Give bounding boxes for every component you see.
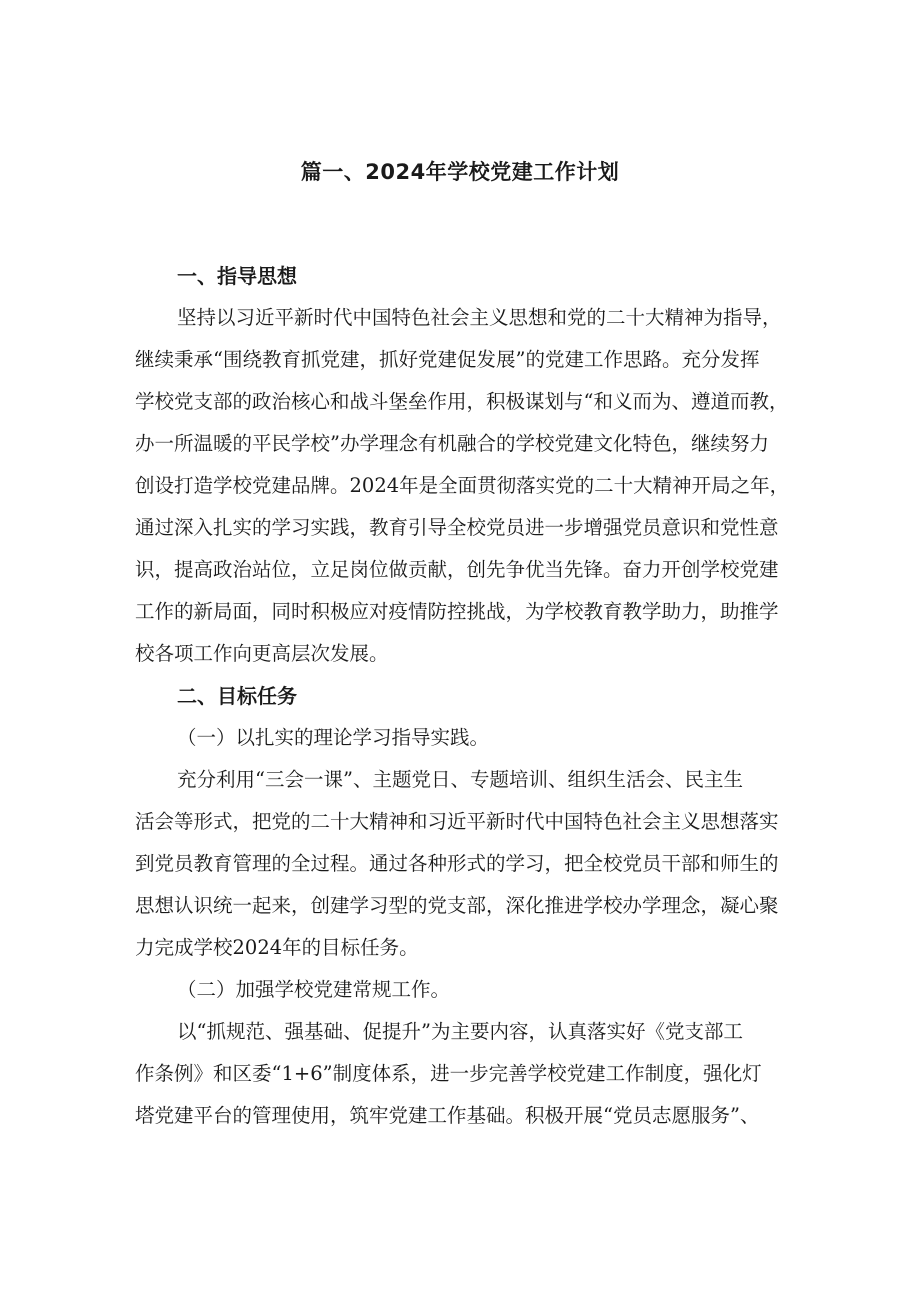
paragraph-line: 到党员教育管理的全过程。通过各种形式的学习，把全校党员干部和师生的 — [135, 852, 779, 875]
paragraph-line: 继续秉承“围绕教育抓党建，抓好党建促发展”的党建工作思路。充分发挥 — [135, 348, 760, 371]
paragraph-line: 塔党建平台的管理使用，筑牢党建工作基础。积极开展“党员志愿服务”、 — [135, 1104, 760, 1127]
paragraph-line: 坚持以习近平新时代中国特色社会主义思想和党的二十大精神为指导， — [177, 306, 782, 329]
paragraph-line: 校各项工作向更高层次发展。 — [135, 642, 389, 665]
paragraph-line: 思想认识统一起来，创建学习型的党支部，深化推进学校办学理念，凝心聚 — [135, 894, 779, 917]
paragraph-line: 活会等形式，把党的二十大精神和习近平新时代中国特色社会主义思想落实 — [135, 810, 779, 833]
subsection-heading-routine-work: （二）加强学校党建常规工作。 — [177, 978, 451, 1001]
paragraph-line: 以“抓规范、强基础、促提升”为主要内容，认真落实好《党支部工 — [177, 1020, 743, 1043]
paragraph-line: 识，提高政治站位，立足岗位做贡献，创先争优当先锋。奋力开创学校党建 — [135, 558, 779, 581]
paragraph-line: 力完成学校2024年的目标任务。 — [135, 936, 419, 959]
paragraph-line: 学校党支部的政治核心和战斗堡垒作用，积极谋划与“和义而为、遵道而教， — [135, 390, 789, 413]
section-heading-guiding-ideology: 一、指导思想 — [177, 264, 297, 288]
subsection-heading-theory-study: （一）以扎实的理论学习指导实践。 — [177, 726, 490, 749]
section-paragraph-guiding-ideology — [135, 303, 790, 669]
paragraph-line: 工作的新局面，同时积极应对疫情防控挑战，为学校教育教学助力，助推学 — [135, 600, 779, 623]
paragraph-line: 充分利用“三会一课”、主题党日、专题培训、组织生活会、民主生 — [177, 768, 743, 791]
section-heading-goals-tasks: 二、目标任务 — [177, 684, 297, 708]
paragraph-line: 通过深入扎实的学习实践，教育引导全校党员进一步增强党员意识和党性意 — [135, 516, 779, 539]
paragraph-line: 作条例》和区委“1+6”制度体系，进一步完善学校党建工作制度，强化灯 — [135, 1062, 762, 1085]
subsection-paragraph-routine-work — [135, 1017, 785, 1131]
document-title: 篇一、2024年学校党建工作计划 — [300, 160, 620, 184]
paragraph-line: 办一所温暖的平民学校”办学理念有机融合的学校党建文化特色，继续努力 — [135, 432, 769, 455]
subsection-paragraph-theory-study — [135, 765, 785, 963]
document-body — [135, 261, 790, 1143]
paragraph-line: 创设打造学校党建品牌。2024年是全面贯彻落实党的二十大精神开局之年， — [135, 474, 790, 497]
